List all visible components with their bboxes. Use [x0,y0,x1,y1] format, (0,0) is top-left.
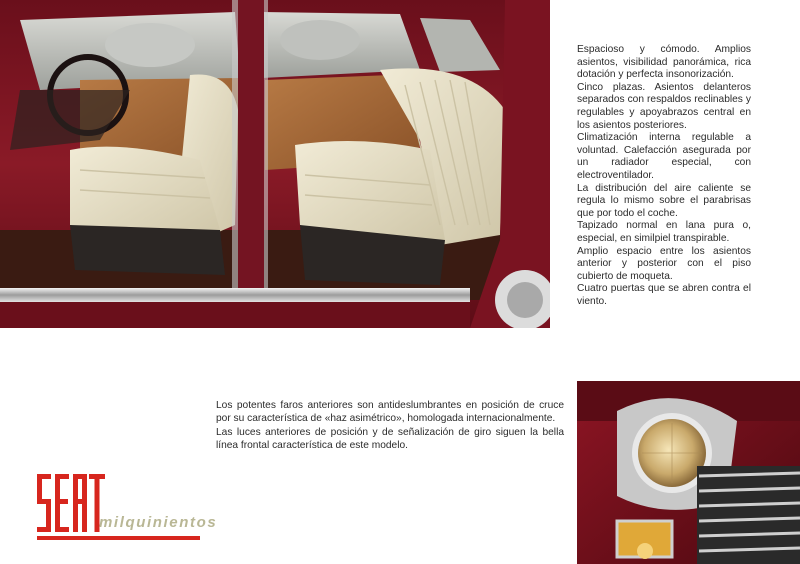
desc-paragraph: Climatización interna regulable a voluntad. Calefacción asegurada por un radiador especial, con electroventilador. [577,132,751,181]
seat-milquinientos-logo [35,470,325,542]
desc-paragraph: Cuatro puertas que se abren contra el viento. [577,283,751,307]
desc-paragraph: Espacioso y cómodo. Amplios asientos, visibilidad panorámica, rica dotación y perfecta insonorización. [577,44,751,81]
description-headlights [216,400,564,454]
desc-paragraph: Los potentes faros anteriores son antideslumbrantes en posición de cruce por su característica de «haz asimétrico», homologada internacionalmente. [216,400,564,424]
car-interior-photo [0,0,550,328]
model-wordmark: milquinientos [99,514,218,531]
desc-paragraph: Cinco plazas. Asientos delanteros separados con respaldos reclinables y regulables y apoyabrazos central en los asientos posteriores. [577,81,751,131]
desc-paragraph: Tapizado normal en lana pura o, especial, en similpiel transpirable. [577,220,751,244]
desc-paragraph: Las luces anteriores de posición y de señalización de giro siguen la bella línea frontal característica de este modelo. [216,427,564,451]
seat-logo-mark [35,470,325,542]
desc-paragraph: La distribución del aire caliente se regula lo mismo sobre el parabrisas que por todo el coche. [577,182,751,219]
headlight-photo [577,381,800,564]
desc-paragraph: Amplio espacio entre los asientos anterior y posterior con el piso cubierto de moqueta. [577,245,751,282]
description-interior [577,44,751,308]
